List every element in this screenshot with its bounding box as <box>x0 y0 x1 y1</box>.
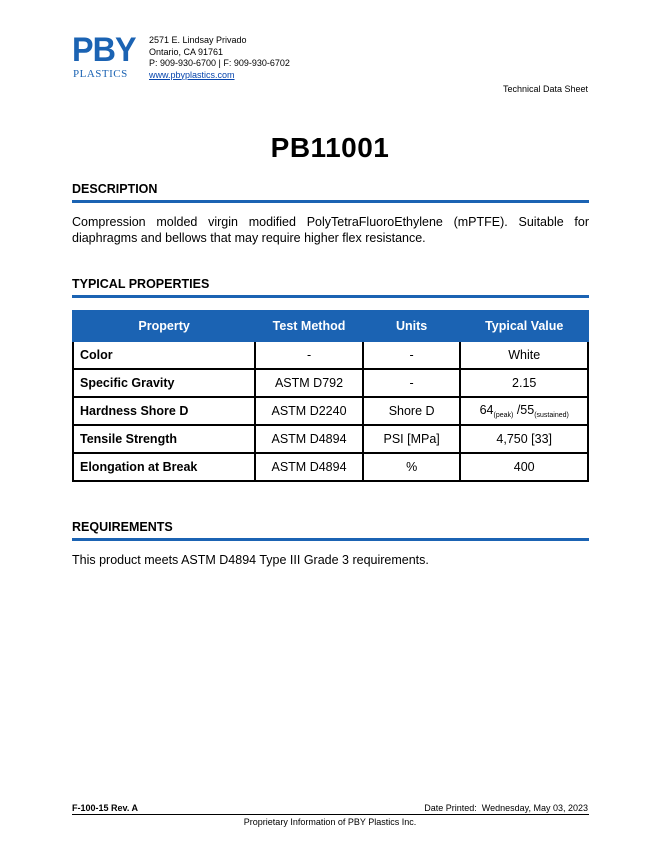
column-header-typical-value: Typical Value <box>460 311 588 341</box>
address-line-2: Ontario, CA 91761 <box>149 46 224 57</box>
table-row <box>73 341 588 369</box>
phone-fax: P: 909-930-6700 | F: 909-930-6702 <box>149 58 290 68</box>
test-method: ASTM D4894 <box>255 425 363 453</box>
value-sustained-label: (sustained) <box>534 412 569 419</box>
proprietary-notice: Proprietary Information of PBY Plastics Inc. <box>243 817 417 827</box>
logo-subtitle: PLASTICS <box>73 68 128 80</box>
value-peak: 64 <box>479 403 494 417</box>
test-method: ASTM D792 <box>255 369 363 397</box>
date-printed-label: Date Printed: <box>424 803 477 813</box>
property-name: Tensile Strength <box>73 425 255 453</box>
properties-heading: TYPICAL PROPERTIES <box>72 277 589 298</box>
column-header-property: Property <box>73 311 255 341</box>
footer-divider <box>72 814 589 815</box>
test-method: ASTM D4894 <box>255 453 363 481</box>
property-name: Hardness Shore D <box>73 397 255 425</box>
units: Shore D <box>363 397 461 425</box>
property-name: Color <box>73 341 255 369</box>
table-row <box>73 397 588 425</box>
description-text: Compression molded virgin modified PolyTetraFluoroEthylene (mPTFE). Suitable for diaphragms and bellows that may require higher flex resistance. <box>72 215 589 245</box>
typical-value: 400 <box>460 453 588 481</box>
table-row <box>73 453 588 481</box>
website-link[interactable]: www.pbyplastics.com <box>149 69 235 80</box>
value-sustained: /55 <box>513 403 535 417</box>
test-method: - <box>255 341 363 369</box>
typical-value <box>460 397 588 425</box>
logo-wordmark: PBY <box>72 31 136 69</box>
column-header-units: Units <box>363 311 461 341</box>
requirements-heading: REQUIREMENTS <box>72 520 589 541</box>
typical-value: White <box>460 341 588 369</box>
product-title: PB11001 <box>270 132 390 163</box>
typical-value: 4,750 [33] <box>460 425 588 453</box>
table-row <box>73 425 588 453</box>
form-id: F-100-15 Rev. A <box>72 803 139 813</box>
pby-logo <box>72 33 136 83</box>
table-row <box>73 369 588 397</box>
property-name: Elongation at Break <box>73 453 255 481</box>
column-header-test-method: Test Method <box>255 311 363 341</box>
units: % <box>363 453 461 481</box>
units: PSI [MPa] <box>363 425 461 453</box>
properties-table <box>72 310 589 482</box>
address-line-1: 2571 E. Lindsay Privado <box>149 35 247 45</box>
document-type: Technical Data Sheet <box>502 84 588 94</box>
date-printed-value: Wednesday, May 03, 2023 <box>481 803 588 813</box>
table-header-row <box>73 311 588 341</box>
test-method: ASTM D2240 <box>255 397 363 425</box>
units: - <box>363 369 461 397</box>
requirements-text: This product meets ASTM D4894 Type III Grade 3 requirements. <box>72 553 429 567</box>
description-heading: DESCRIPTION <box>72 182 589 203</box>
value-peak-label: (peak) <box>493 412 514 419</box>
property-name: Specific Gravity <box>73 369 255 397</box>
company-address <box>149 35 290 81</box>
units: - <box>363 341 461 369</box>
date-printed <box>424 803 588 813</box>
typical-value: 2.15 <box>460 369 588 397</box>
